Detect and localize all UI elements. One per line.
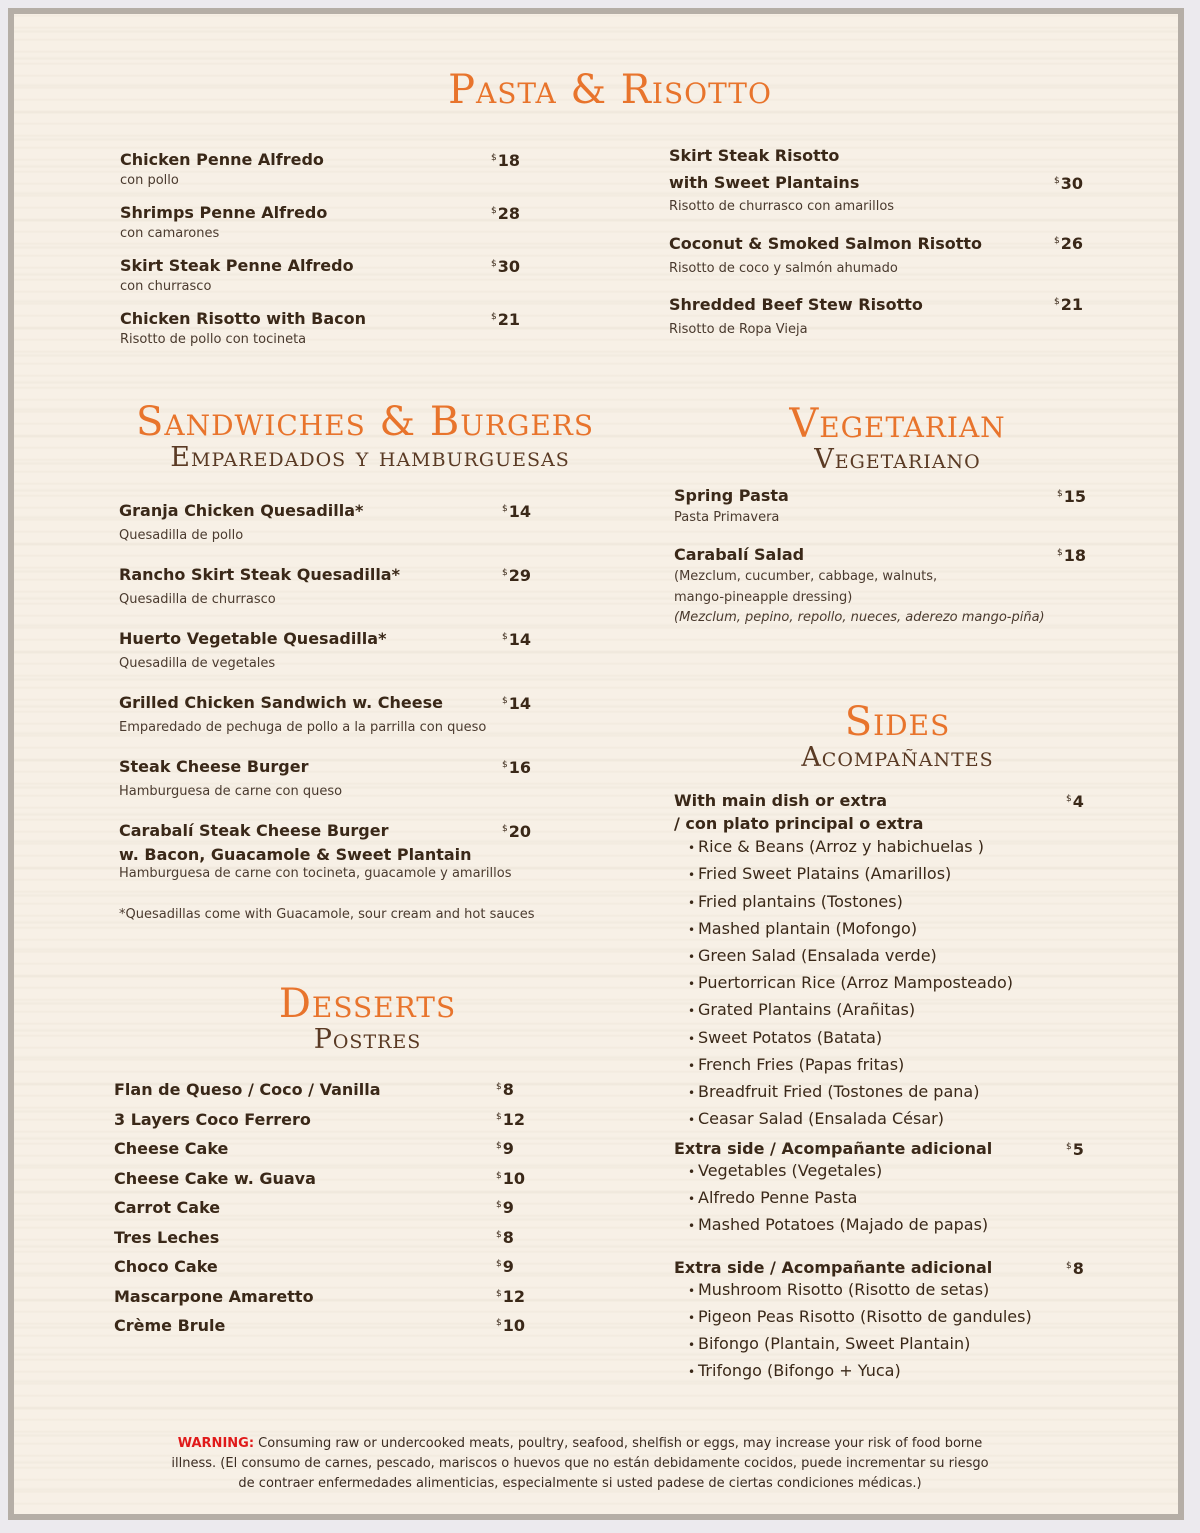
menu-item	[669, 296, 923, 338]
item-desc: Quesadilla de vegetales	[119, 655, 276, 671]
item-price: $21	[1054, 295, 1083, 314]
item-name: Granja Chicken Quesadilla*	[119, 501, 364, 520]
quesadilla-footnote: *Quesadillas come with Guacamole, sour cream and hot sauces	[119, 907, 535, 922]
group-heading: Extra side / Acompañante adicional	[674, 1258, 993, 1277]
menu-item	[120, 310, 366, 348]
item-desc: con pollo	[120, 172, 179, 188]
item-name-line2: w. Bacon, Guacamole & Sweet Plantain	[119, 844, 472, 864]
group-heading: Extra side / Acompañante adicional	[674, 1139, 993, 1158]
item-price: $30	[1054, 174, 1083, 193]
dessert-item: Cheese Cake $9	[114, 1139, 514, 1158]
group-price: $5	[1066, 1140, 1084, 1159]
side-item: • Mashed plantain (Mofongo)	[688, 916, 1013, 943]
sides-group-8	[674, 1259, 1032, 1385]
item-name: Shrimps Penne Alfredo	[120, 203, 328, 222]
side-item: • Fried Sweet Platains (Amarillos)	[688, 861, 1013, 888]
menu-item	[119, 758, 342, 800]
dessert-item: Flan de Queso / Coco / Vanilla $8	[114, 1080, 514, 1099]
side-item: • French Fries (Papas fritas)	[688, 1052, 1013, 1079]
item-desc: Risotto de churrasco con amarillos	[669, 199, 895, 215]
item-price: $29	[502, 566, 531, 585]
item-name: Rancho Skirt Steak Quesadilla*	[119, 565, 400, 584]
dessert-item: Carrot Cake $9	[114, 1198, 514, 1217]
sides-group-5	[674, 1140, 992, 1239]
item-price: $26	[1054, 234, 1083, 253]
desserts-list	[114, 1080, 534, 1346]
item-price: $16	[502, 758, 531, 777]
item-price: $14	[502, 502, 531, 521]
side-item: • Grated Plantains (Arañitas)	[688, 997, 1013, 1024]
side-item: • Mushroom Risotto (Risotto de setas)	[688, 1277, 1032, 1304]
item-name: Coconut & Smoked Salmon Risotto	[669, 234, 983, 253]
menu-item	[119, 694, 486, 736]
item-desc: Pasta Primavera	[674, 509, 780, 525]
item-name-line2: with Sweet Plantains	[669, 172, 860, 192]
side-item: • Puertorrican Rice (Arroz Mamposteado)	[688, 970, 1013, 997]
dessert-item: 3 Layers Coco Ferrero $12	[114, 1109, 525, 1129]
menu-item	[119, 630, 386, 672]
section-subtitle-vegetarian: Vegetariano	[814, 444, 981, 475]
item-name: Chicken Penne Alfredo	[120, 150, 324, 169]
item-desc-spanish: (Mezclum, pepino, repollo, nueces, aderezo mango-piña)	[674, 610, 1045, 626]
sides-list	[688, 834, 1013, 1133]
dessert-item: Crème Brule $10	[114, 1316, 525, 1335]
side-item: • Trifongo (Bifongo + Yuca)	[688, 1358, 1032, 1385]
item-desc-line2: mango-pineapple dressing)	[674, 589, 853, 605]
section-subtitle-sandwiches: Emparedados y hamburguesas	[170, 442, 570, 473]
dessert-item: Cheese Cake w. Guava $10	[114, 1168, 525, 1188]
item-name-line1: Skirt Steak Risotto	[669, 146, 840, 165]
group-heading-line2: / con plato principal o extra	[674, 813, 924, 833]
menu-item	[120, 151, 324, 189]
item-desc: Risotto de pollo con tocineta	[120, 331, 307, 347]
item-desc: Emparedado de pechuga de pollo a la parrilla con queso	[119, 719, 487, 735]
item-price: $14	[502, 694, 531, 713]
menu-item	[674, 487, 789, 526]
side-item: • Breadfruit Fried (Tostones de pana)	[688, 1079, 1013, 1106]
menu-item	[119, 502, 363, 544]
item-name-line1: Carabalí Steak Cheese Burger	[119, 821, 389, 840]
item-name: Skirt Steak Penne Alfredo	[120, 256, 354, 275]
item-name: Steak Cheese Burger	[119, 757, 309, 776]
menu-item	[669, 147, 894, 215]
section-title-sandwiches: Sandwiches & Burgers	[135, 399, 595, 445]
item-name: Shredded Beef Stew Risotto	[669, 295, 923, 314]
item-desc: Risotto de coco y salmón ahumado	[669, 260, 898, 276]
side-item: • Mashed Potatoes (Majado de papas)	[688, 1212, 992, 1239]
sides-list	[688, 1158, 992, 1240]
section-title-vegetarian: Vegetarian	[789, 401, 1006, 447]
group-price: $4	[1066, 792, 1084, 811]
item-name: Chicken Risotto with Bacon	[120, 309, 367, 328]
item-desc: con churrasco	[120, 278, 212, 294]
sides-list	[688, 1277, 1032, 1386]
item-price: $28	[491, 204, 520, 223]
food-warning: WARNING: Consuming raw or undercooked meats, poultry, seafood, shelfish or eggs, may increase your risk of food borne illness. (El consumo de carnes, pescado, mariscos o huevos que no están debidamente cocidos, puede incrementar su riesgo de contraer enfermedades alimenticias, especialmente si usted padese de ciertas condiciones médicas.)	[171, 1436, 989, 1491]
side-item: • Fried plantains (Tostones)	[688, 889, 1013, 916]
item-desc-line1: (Mezclum, cucumber, cabbage, walnuts,	[674, 568, 938, 584]
side-item: • Rice & Beans (Arroz y habichuelas )	[688, 834, 1013, 861]
side-item: • Bifongo (Plantain, Sweet Plantain)	[688, 1331, 1032, 1358]
side-item: • Vegetables (Vegetales)	[688, 1158, 992, 1185]
dessert-item: Mascarpone Amaretto $12	[114, 1286, 525, 1306]
item-price: $15	[1057, 487, 1086, 506]
item-desc: Hamburguesa de carne con queso	[119, 783, 343, 799]
item-price: $21	[491, 310, 520, 329]
menu-item	[669, 235, 982, 277]
dessert-item: Choco Cake $9	[114, 1257, 514, 1276]
item-name: Huerto Vegetable Quesadilla*	[119, 629, 387, 648]
side-item: • Sweet Potatos (Batata)	[688, 1025, 1013, 1052]
item-desc: con camarones	[120, 225, 220, 241]
section-title-desserts: Desserts	[278, 981, 457, 1027]
section-title-sides: Sides	[844, 699, 951, 745]
dessert-item: Tres Leches $8	[114, 1227, 514, 1247]
section-subtitle-desserts: Postres	[313, 1024, 422, 1055]
side-item: • Green Salad (Ensalada verde)	[688, 943, 1013, 970]
menu-item	[119, 822, 511, 882]
section-subtitle-sides: Acompañantes	[801, 742, 994, 773]
item-name: Spring Pasta	[674, 486, 789, 505]
warning-label: WARNING:	[177, 1436, 255, 1451]
side-item: • Pigeon Peas Risotto (Risotto de gandules)	[688, 1304, 1032, 1331]
menu-item	[120, 204, 327, 242]
item-desc: Risotto de Ropa Vieja	[669, 321, 808, 337]
group-price: $8	[1066, 1259, 1084, 1278]
item-price: $30	[491, 257, 520, 276]
item-price: $14	[502, 630, 531, 649]
item-desc: Hamburguesa de carne con tocineta, guacamole y amarillos	[119, 866, 512, 882]
side-item: • Ceasar Salad (Ensalada César)	[688, 1106, 1013, 1133]
item-name: Carabalí Salad	[674, 545, 805, 564]
item-price: $18	[491, 151, 520, 170]
side-item: • Alfredo Penne Pasta	[688, 1185, 992, 1212]
group-heading-line1: With main dish or extra	[674, 791, 888, 810]
section-title-pasta: Pasta & Risotto	[448, 67, 772, 113]
menu-item	[119, 566, 400, 608]
item-name: Grilled Chicken Sandwich w. Cheese	[119, 693, 443, 712]
sides-group-4	[674, 792, 1013, 1133]
item-desc: Quesadilla de pollo	[119, 527, 244, 543]
menu-item	[120, 257, 354, 295]
item-price: $20	[502, 822, 531, 841]
item-price: $18	[1057, 546, 1086, 565]
menu-item	[674, 546, 1045, 626]
item-desc: Quesadilla de churrasco	[119, 591, 276, 607]
